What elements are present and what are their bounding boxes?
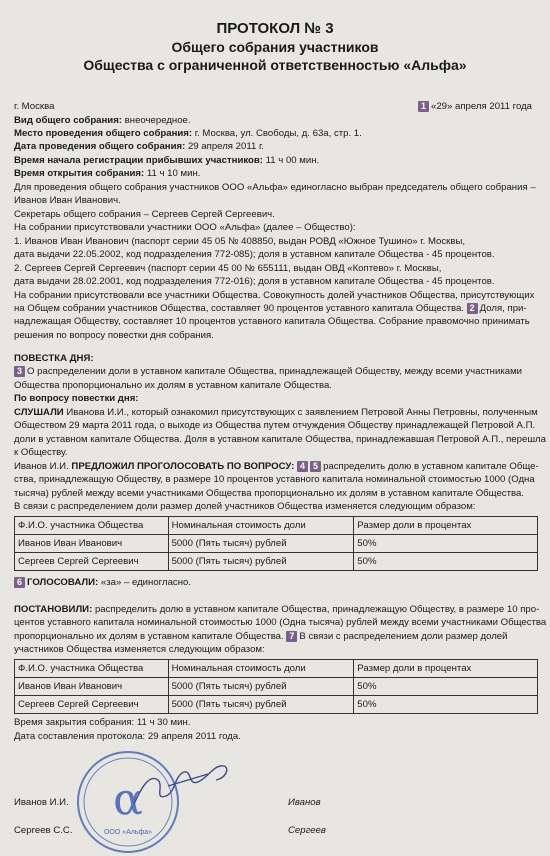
heard-line: СЛУШАЛИ Иванова И.И., который ознакомил присутствующих с заявлением Петровой Анны Петровны, полученным: [14, 407, 538, 418]
table-cell: Иванов Иван Иванович: [15, 678, 169, 696]
text-line: дата выдачи 28.02.2001, код подразделения 772-016); доля в уставном капитале Общества - 45 процентов.: [14, 276, 495, 287]
text-line: к Обществу.: [14, 447, 68, 458]
text-line: пропорционально их долям в уставном капитале Общества. 7 В связи с распределением доли размер долей: [14, 631, 508, 642]
marker-badge: 7: [286, 631, 297, 642]
date-line: [418, 101, 532, 113]
proposal-line: Иванов И.И. ПРЕДЛОЖИЛ ПРОГОЛОСОВАТЬ ПО ВОПРОСУ: 4 5 распределить долю в уставном капитале Обще-: [14, 461, 539, 472]
document-date: «29» апреля 2011 года: [431, 101, 533, 112]
table-header: Ф.И.О. участника Общества: [15, 517, 169, 535]
text-line: 2. Сергеев Сергей Сергеевич (паспорт серии 45 00 № 655111, выдан ОВД «Коптево» г. Москвы,: [14, 263, 442, 274]
text-line: На собрании присутствовали участники ООО «Альфа» (далее – Общество):: [14, 222, 356, 233]
signer-2-signature: Сергеев: [288, 825, 326, 836]
registration-time: Время начала регистрации прибывших участников: 11 ч 00 мин.: [14, 155, 320, 166]
table-cell: 5000 (Пять тысяч) рублей: [168, 678, 354, 696]
signer-1-signature: Иванов: [288, 797, 321, 808]
vote-line: 6 ГОЛОСОВАЛИ: «за» – единогласно.: [14, 577, 191, 589]
page-title: ПРОТОКОЛ № 3: [216, 20, 334, 37]
text-line: участников Общества изменяется следующим образом:: [14, 644, 265, 655]
shares-table-2: [14, 659, 538, 714]
text-line: надлежащая Обществу, составляет 10 процентов уставного капитала Общества. Собрание правомочно принимать: [14, 316, 530, 327]
text-line: Для проведения общего собрания участников ООО «Альфа» единогласно выбран председатель общего собрания –: [14, 182, 536, 193]
table-header-row: [15, 660, 538, 678]
text-line: на Общем собрании участников Общества, составляет 90 процентов уставного капитала Общества. 2 Доля, при-: [14, 303, 527, 314]
city: г. Москва: [14, 101, 55, 112]
text-line: центов уставного капитала номинальной стоимостью 1000 (Одна тысяча) рублей между всеми участниками Общества: [14, 617, 547, 628]
table-row: [15, 696, 538, 714]
question-heading: По вопросу повестки дня:: [14, 393, 139, 404]
table-row: [15, 553, 538, 571]
text-line: Секретарь общего собрания – Сергеев Сергей Сергеевич.: [14, 209, 275, 220]
text-line: тысяча) рублей между всеми участниками Общества пропорционально их долям в уставном капитале Общества.: [14, 488, 524, 499]
stamp-letter: α: [113, 774, 143, 825]
protocol-date: Дата составления протокола: 29 апреля 2011 года.: [14, 731, 241, 742]
shares-table-1: [14, 516, 538, 571]
table-cell: Иванов Иван Иванович: [15, 535, 169, 553]
stamp-text: ООО «Альфа»: [103, 829, 153, 836]
marker-badge: 6: [14, 577, 25, 588]
marker-badge: 3: [14, 366, 25, 377]
table-cell: Сергеев Сергей Сергеевич: [15, 696, 169, 714]
meeting-place: Место проведения общего собрания: г. Москва, ул. Свободы, д. 63а, стр. 1.: [14, 128, 362, 139]
table-cell: 50%: [354, 535, 538, 553]
table-header-row: [15, 517, 538, 535]
table-header: Ф.И.О. участника Общества: [15, 660, 169, 678]
table-row: [15, 678, 538, 696]
text-line: доли в уставном капитале Общества. Доля в уставном капитале Общества, принадлежавшая Петровой А.П., перешла: [14, 434, 546, 445]
meeting-date: Дата проведения общего собрания: 29 апреля 2011 г.: [14, 141, 264, 152]
marker-badge: 4: [297, 461, 308, 472]
table-cell: 50%: [354, 678, 538, 696]
table-cell: 50%: [354, 696, 538, 714]
text-line: Иванов Иван Иванович.: [14, 195, 121, 206]
closing-time: Время закрытия собрания: 11 ч 30 мин.: [14, 717, 191, 728]
marker-badge: 2: [467, 303, 478, 314]
text-line: 1. Иванов Иван Иванович (паспорт серии 45 05 № 408850, выдан РОВД «Южное Тушино» г. Москвы,: [14, 236, 466, 247]
table-cell: Сергеев Сергей Сергеевич: [15, 553, 169, 571]
text-line: На собрании присутствовали все участники Общества. Совокупность долей участников Общества, присутствующих: [14, 290, 535, 301]
opening-time: Время открытия собрания: 11 ч 10 мин.: [14, 168, 201, 179]
table-cell: 50%: [354, 553, 538, 571]
signer-1-name: Иванов И.И.: [14, 797, 69, 808]
agenda-item: 3 О распределении доли в уставном капитале Общества, принадлежащей Обществу, между всеми участниками: [14, 366, 522, 378]
handwritten-signature: [128, 756, 238, 816]
table-header: Размер доли в процентах: [354, 660, 538, 678]
table-cell: 5000 (Пять тысяч) рублей: [168, 553, 354, 571]
subtitle-2: Общества с ограниченной ответственностью «Альфа»: [83, 57, 467, 73]
table-header: Номинальная стоимость доли: [168, 517, 354, 535]
table-cell: 5000 (Пять тысяч) рублей: [168, 535, 354, 553]
text-line: В связи с распределением доли размер долей участников Общества изменяется следующим образом:: [14, 501, 476, 512]
text-line: решения по вопросу повестки дня собрания.: [14, 330, 214, 341]
agenda-item-cont: Общества пропорционально их долям в уставном капитале Общества.: [14, 380, 332, 391]
text-line: Обществом 29 марта 2011 года, о выходе из Общества путем отчуждения Обществу принадлежащей Петровой А.П.: [14, 420, 536, 431]
text-line: ства, принадлежащую Обществу, в размере 10 процентов уставного капитала номинальной стоимостью 1000 (Одна: [14, 474, 535, 485]
resolved-line: ПОСТАНОВИЛИ: распределить долю в уставном капитале Общества, принадлежащую Обществу, в размере 10 про-: [14, 604, 540, 615]
table-cell: 5000 (Пять тысяч) рублей: [168, 696, 354, 714]
table-header: Размер доли в процентах: [354, 517, 538, 535]
meeting-type: Вид общего собрания: внеочередное.: [14, 115, 191, 126]
marker-badge: 1: [418, 101, 429, 112]
agenda-heading: ПОВЕСТКА ДНЯ:: [14, 353, 94, 364]
signer-2-name: Сергеев С.С.: [14, 825, 73, 836]
subtitle-1: Общего собрания участников: [171, 39, 379, 55]
marker-badge: 5: [310, 461, 321, 472]
table-row: [15, 535, 538, 553]
text-line: дата выдачи 22.05.2002, код подразделения 772-085); доля в уставном капитале Общества - 45 процентов.: [14, 249, 495, 260]
table-header: Номинальная стоимость доли: [168, 660, 354, 678]
